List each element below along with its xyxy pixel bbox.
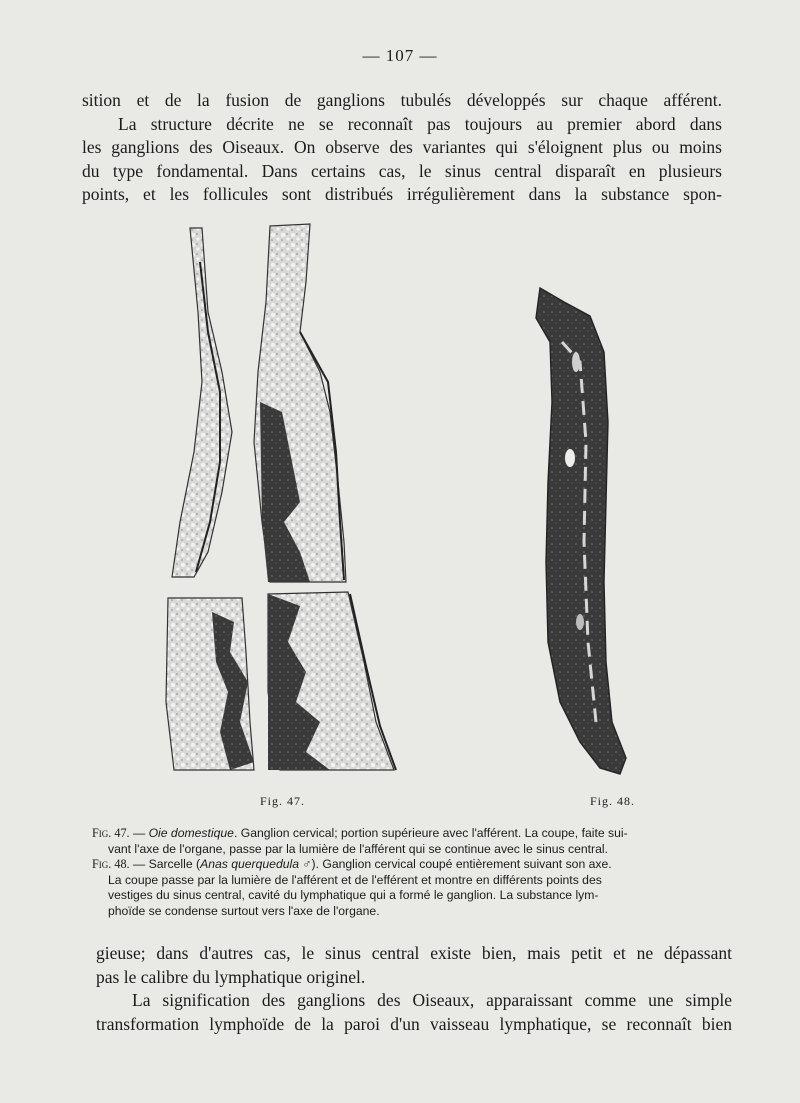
caption-species: Anas querquedula ♂: [200, 857, 312, 871]
caption-species: Oie domestique: [148, 826, 234, 840]
text-line: La signification des ganglions des Oiseaux, apparaissant comme une simple: [132, 990, 732, 1010]
fig47-caption: [92, 826, 728, 857]
text-line: points, et les follicules sont distribués irrégulièrement dans la substance spon-: [82, 184, 722, 204]
text-line: du type fondamental. Dans certains cas, le sinus central disparaît en plusieurs: [82, 160, 722, 181]
histology-illustrations: [150, 222, 690, 812]
caption-dash: —: [129, 857, 149, 871]
caption-label: Fig. 48.: [92, 857, 130, 871]
fig48-caption: [92, 857, 728, 919]
caption-text: . Ganglion cervical; portion supérieure avec l'afférent. La coupe, faite sui-: [233, 826, 628, 840]
caption-text: phoïde se condense surtout vers l'axe de l'organe.: [108, 903, 380, 918]
caption-text: vestiges du sinus central, cavité du lymphatique qui a formé le ganglion. La substance lym-: [108, 888, 599, 902]
text-line: les ganglions des Oiseaux. On observe des variantes qui s'éloignent plus ou moins: [82, 137, 722, 157]
text-line: pas le calibre du lymphatique originel.: [96, 966, 366, 987]
page-number: — 107 —: [362, 46, 438, 65]
caption-text: La coupe passe par la lumière de l'afférent et de l'efférent et montre en différents points des: [108, 872, 602, 887]
fig47-upper-right-strip: [254, 224, 346, 582]
caption-label: Fig. 47.: [92, 826, 130, 840]
fig47-upper-left-strip: [172, 228, 232, 577]
text-line: La structure décrite ne se reconnaît pas toujours au premier abord dans: [118, 113, 722, 134]
text-line: gieuse; dans d'autres cas, le sinus central existe bien, mais petit et ne dépassant: [96, 943, 732, 963]
caption-dash: —: [129, 826, 149, 840]
fig47-label: Fig. 47.: [260, 794, 306, 808]
figure-captions: [92, 826, 728, 919]
text-line: transformation lymphoïde de la paroi d'un vaisseau lymphatique, se reconnaît bien: [96, 1013, 732, 1034]
bottom-paragraph: [96, 942, 732, 1036]
fig48-ganglion-section: [536, 288, 626, 774]
fig48-label: Fig. 48.: [590, 794, 636, 808]
top-paragraph: [82, 89, 722, 207]
text-line: sition et de la fusion de ganglions tubulés développés sur chaque afférent.: [82, 90, 722, 110]
figure-area: [150, 222, 690, 812]
caption-text: vant l'axe de l'organe, passe par la lumière de l'afférent qui se continue avec le sinus central.: [108, 841, 608, 856]
fig47-lower-left-block: [166, 598, 254, 770]
caption-common-name: Sarcelle (: [148, 857, 201, 871]
caption-text: ). Ganglion cervical coupé entièrement suivant son axe.: [311, 857, 612, 871]
fig47-lower-right-block: [268, 592, 396, 770]
